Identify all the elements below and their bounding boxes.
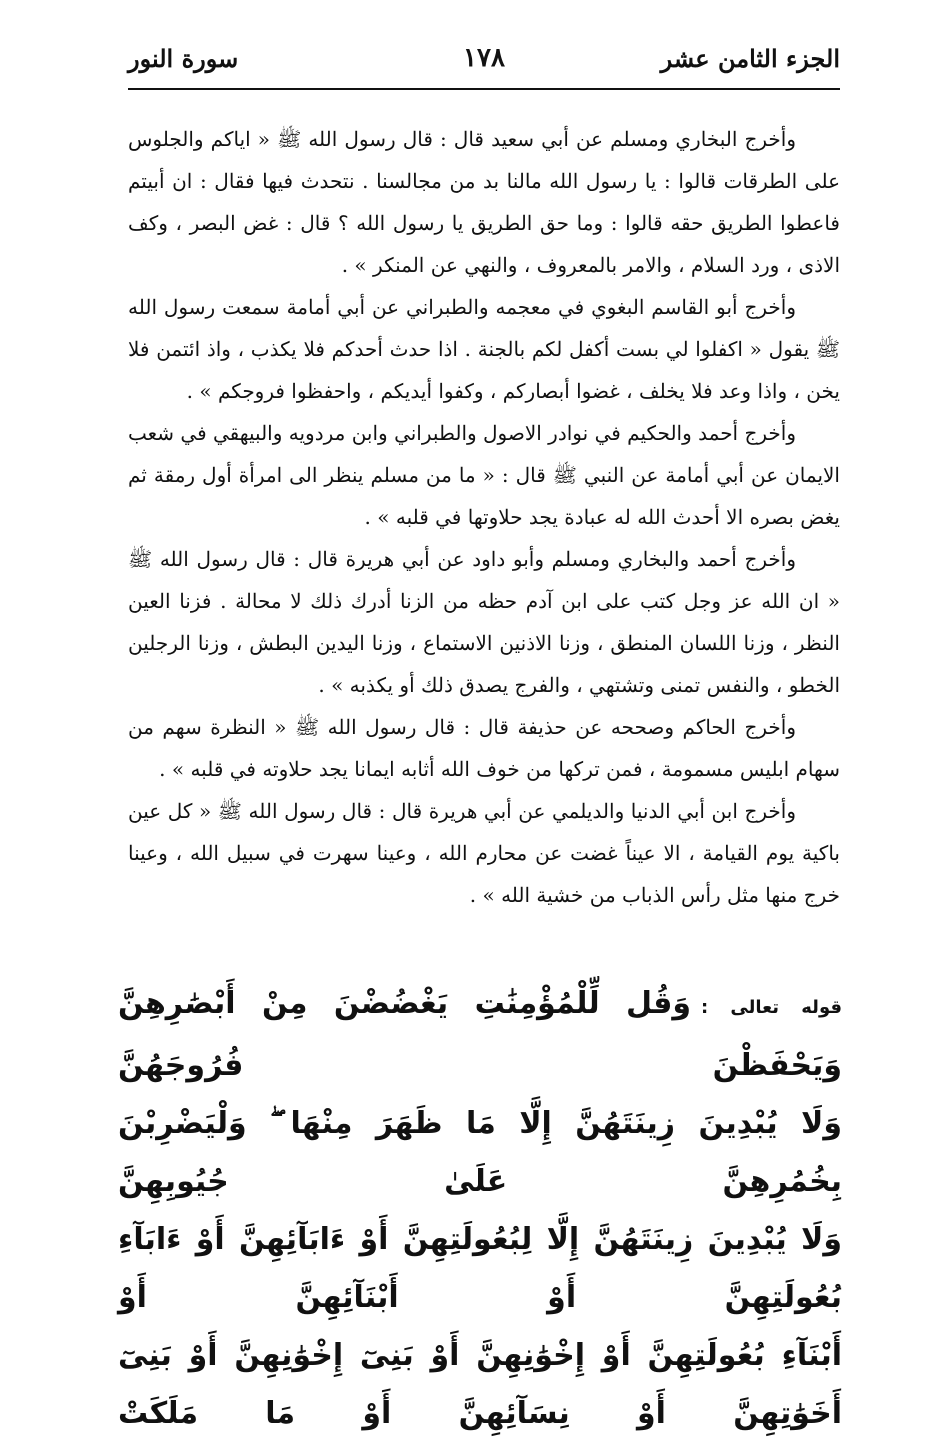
verse-line-4: أَبْنَآءِ بُعُولَتِهِنَّ أَوْ إِخْوَٰنِهِنَّ أَوْ بَنِىٓ إِخْوَٰنِهِنَّ أَوْ بَنِىٓ أَخَوَٰتِهِنَّ أَوْ نِسَآئِهِنَّ أَوْ مَا مَلَكَتْ — [118, 1338, 842, 1431]
verse-line-3: وَلَا يُبْدِينَ زِينَتَهُنَّ إِلَّا لِبُعُولَتِهِنَّ أَوْ ءَابَآئِهِنَّ أَوْ ءَابَآءِ بُعُولَتِهِنَّ أَوْ أَبْنَآئِهِنَّ أَوْ — [118, 1222, 842, 1315]
header-divider — [128, 88, 840, 90]
page-header — [128, 38, 840, 78]
verse-intro: قوله تعالى : — [701, 997, 843, 1018]
paragraph-2: وأخرج أبو القاسم البغوي في معجمه والطبراني عن أبي أمامة سمعت رسول الله ﷺ يقول « اكفلوا لي بست أكفل لكم بالجنة . اذا حدث أحدكم فلا يكذب ، واذ ائتمن فلا يخن ، واذا وعد فلا يخلف ، غضوا أبصاركم ، وكفوا أيديكم ، واحفظوا فروجكم » . — [128, 295, 840, 403]
paragraph-6: وأخرج ابن أبي الدنيا والديلمي عن أبي هريرة قال : قال رسول الله ﷺ « كل عين باكية يوم القيامة ، الا عيناً غضت عن محارم الله ، وعينا سهرت في سبيل الله ، وعينا خرج منها مثل رأس الذباب من خشية الله » . — [128, 799, 840, 907]
paragraph-3: وأخرج أحمد والحكيم في نوادر الاصول والطبراني وابن مردويه والبيهقي في شعب الايمان عن أبي أمامة عن النبي ﷺ قال : « ما من مسلم ينظر الى امرأة أول رمقة ثم يغض بصره الا أحدث الله له عبادة يجد حلاوتها في قلبه » . — [128, 421, 840, 529]
paragraph-1: وأخرج البخاري ومسلم عن أبي سعيد قال : قال رسول الله ﷺ « اياكم والجلوس على الطرقات قالوا : يا رسول الله مالنا بد من مجالسنا . نتحدث فيها فقال : ان أبيتم فاعطوا الطريق حقه قالوا : وما حق الطريق يا رسول الله ؟ قال : غض البصر ، وكف الاذى ، ورد السلام ، والامر بالمعروف ، والنهي عن المنكر » . — [128, 127, 840, 277]
surah-label: سورة النور — [128, 43, 239, 73]
paragraph-5: وأخرج الحاكم وصححه عن حذيفة قال : قال رسول الله ﷺ « النظرة سهم من سهام ابليس مسمومة ، فمن تركها من خوف الله أثابه ايمانا يجد حلاوته في قلبه » . — [128, 715, 840, 781]
juz-label: الجزء الثامن عشر — [660, 43, 840, 73]
verse-line-1: قوله تعالى :وَقُل لِّلْمُؤْمِنَٰتِ يَغْضُضْنَ مِنْ أَبْصَٰرِهِنَّ وَيَحْفَظْنَ فُرُوجَهُنَّ — [118, 986, 843, 1083]
verse-line-2: وَلَا يُبْدِينَ زِينَتَهُنَّ إِلَّا مَا ظَهَرَ مِنْهَا ۖ وَلْيَضْرِبْنَ بِخُمُرِهِنَّ عَلَىٰ جُيُوبِهِنَّ — [118, 1106, 842, 1199]
commentary-text — [128, 118, 840, 916]
paragraph-4: وأخرج أحمد والبخاري ومسلم وأبو داود عن أبي هريرة قال : قال رسول الله ﷺ « ان الله عز وجل كتب على ابن آدم حظه من الزنا أدرك ذلك لا محالة . فزنا العين النظر ، وزنا اللسان المنطق ، وزنا الاذنين الاستماع ، وزنا اليدين البطش ، وزنا الرجلين الخطو ، والنفس تمنى وتشتهي ، والفرج يصدق ذلك أو يكذبه » . — [128, 547, 840, 697]
page-number: ١٧٨ — [463, 43, 505, 73]
quran-verse-block — [118, 975, 842, 1443]
